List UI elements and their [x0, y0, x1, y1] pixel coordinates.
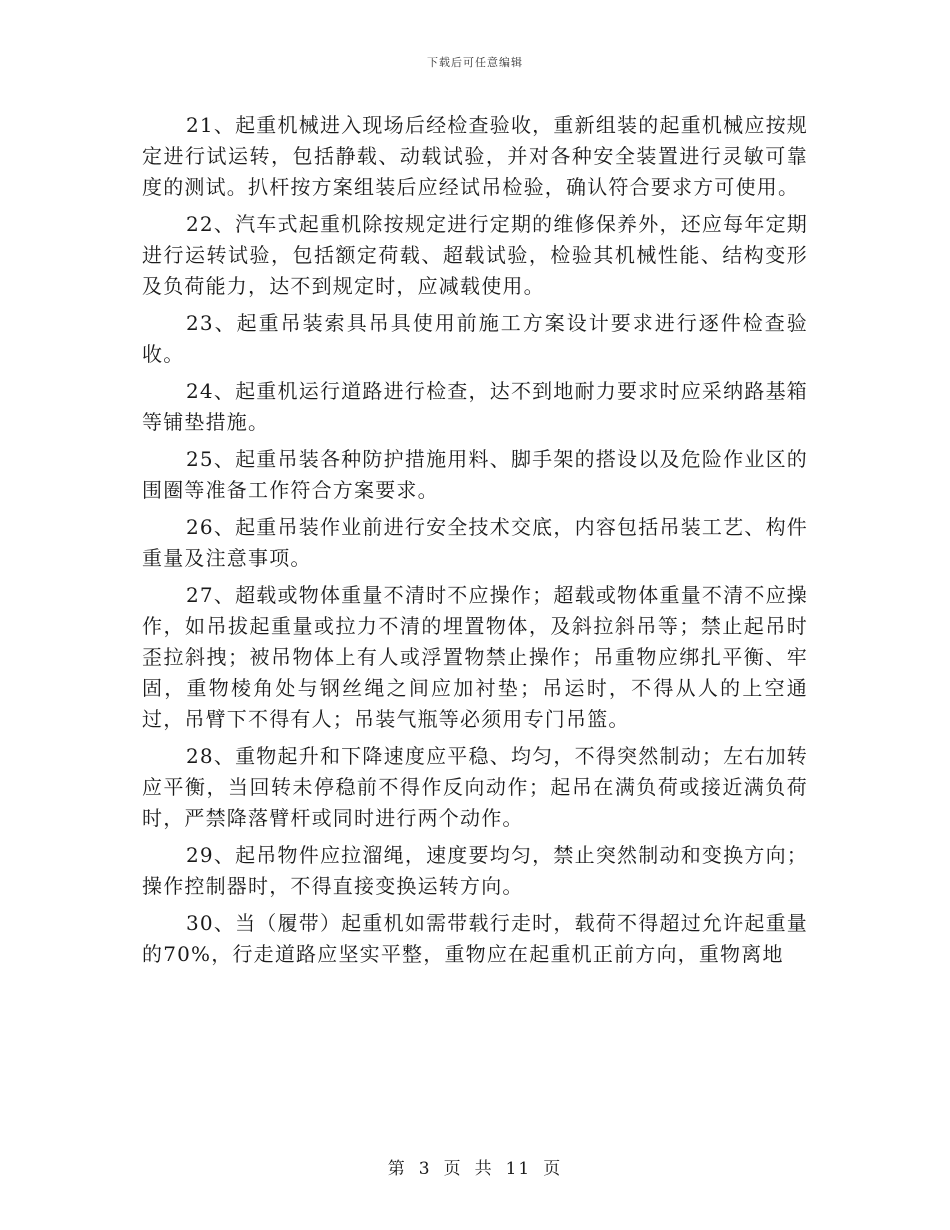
- paragraph-24: 24、起重机运行道路进行检查，达不到地耐力要求时应采纳路基箱等铺垫措施。: [142, 379, 808, 434]
- footer-page-word: 页: [443, 1159, 463, 1179]
- paragraph-29: 29、起吊物件应拉溜绳，速度要均匀，禁止突然制动和变换方向；操作控制器时，不得直接变换运转方向。: [142, 843, 808, 898]
- footer-total-pages: 11: [505, 1159, 532, 1179]
- paragraph-28: 28、重物起升和下降速度应平稳、均匀，不得突然制动；左右加转应平衡，当回转未停稳前不得作反向动作；起吊在满负荷或接近满负荷时，严禁降落臂杆或同时进行两个动作。: [142, 744, 808, 830]
- footer-total-word: 共: [474, 1159, 494, 1179]
- paragraph-22: 22、汽车式起重机除按规定进行定期的维修保养外，还应每年定期进行运转试验，包括额定荷载、超载试验，检验其机械性能、结构变形及负荷能力，达不到规定时，应减载使用。: [142, 212, 808, 298]
- paragraph-25: 25、起重吊装各种防护措施用料、脚手架的搭设以及危险作业区的围圈等准备工作符合方案要求。: [142, 447, 808, 502]
- footer-prefix: 第: [387, 1159, 407, 1179]
- download-note: 下载后可任意编辑: [427, 56, 523, 69]
- footer-suffix: 页: [543, 1159, 563, 1179]
- document-body: [142, 110, 808, 976]
- paragraph-23: 23、起重吊装索具吊具使用前施工方案设计要求进行逐件检查验收。: [142, 311, 808, 366]
- footer-current-page: 3: [418, 1159, 432, 1179]
- paragraph-26: 26、起重吊装作业前进行安全技术交底，内容包括吊装工艺、构件重量及注意事项。: [142, 515, 808, 570]
- paragraph-30: 30、当（履带）起重机如需带载行走时，载荷不得超过允许起重量的70%，行走道路应坚实平整，重物应在起重机正前方向，重物离地: [142, 911, 808, 966]
- paragraph-21: 21、起重机械进入现场后经检查验收，重新组装的起重机械应按规定进行试运转，包括静载、动载试验，并对各种安全装置进行灵敏可靠度的测试。扒杆按方案组装后应经试吊检验，确认符合要求方可使用。: [142, 113, 808, 199]
- page-footer: [0, 1154, 950, 1179]
- paragraph-27: 27、超载或物体重量不清时不应操作；超载或物体重量不清不应操作，如吊拔起重量或拉力不清的埋置物体，及斜拉斜吊等；禁止起吊时歪拉斜拽；被吊物体上有人或浮置物禁止操作；吊重物应绑扎平衡、牢固，重物棱角处与钢丝绳之间应加衬垫；吊运时，不得从人的上空通过，吊臂下不得有人；吊装气瓶等必须用专门吊篮。: [142, 583, 808, 731]
